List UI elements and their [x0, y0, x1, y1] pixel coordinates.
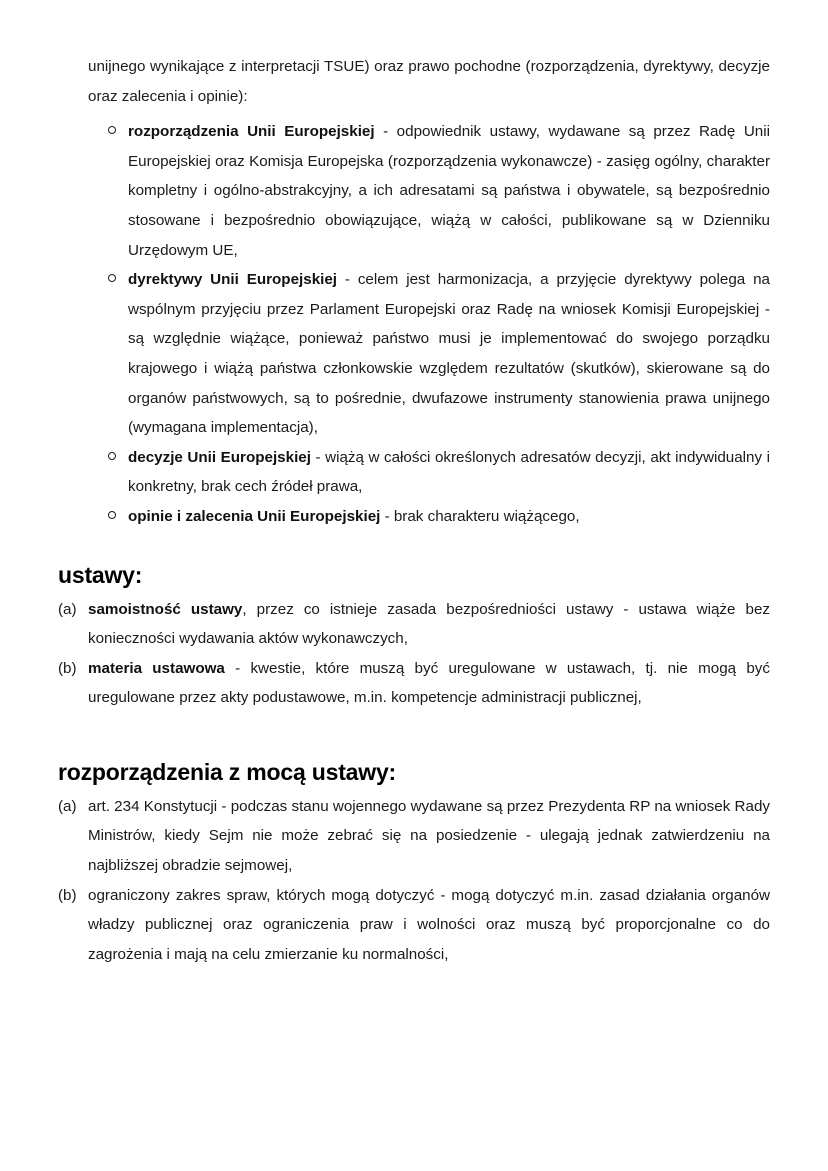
intro-paragraph: unijnego wynikające z interpretacji TSUE) oraz prawo pochodne (rozporządzenia, dyrektywy, decyzje oraz zalecenia i opinie):	[88, 58, 770, 105]
list-item-body: - kwestie, które muszą być uregulowane w ustawach, tj. nie mogą być uregulowane przez akty podustawowe, m.in. kompetencje administracji publicznej,	[88, 659, 770, 707]
list-marker: (a)	[58, 797, 77, 815]
list-item	[58, 792, 770, 881]
list-item-term: dyrektywy Unii Europejskiej	[128, 271, 338, 289]
list-marker: (b)	[58, 886, 77, 904]
list-item	[58, 595, 770, 654]
list-item	[58, 881, 770, 970]
list-item	[58, 117, 770, 265]
circle-bullet-icon	[108, 502, 122, 532]
list-item-body: - brak charakteru wiążącego,	[380, 507, 580, 525]
circle-bullet-icon	[108, 443, 122, 473]
list-item-term: opinie i zalecenia Unii Europejskiej	[128, 507, 381, 525]
spacer	[58, 713, 770, 743]
eu-acts-list	[58, 117, 770, 531]
list-marker: (a)	[58, 600, 77, 618]
list-item-body: art. 234 Konstytucji - podczas stanu wojennego wydawane są przez Prezydenta RP na wniosek Rady Ministrów, kiedy Sejm nie może zebrać się na posiedzenie - ulegają jednak zatwierdzeniu na najbliższej obradzie sejmowej,	[88, 797, 770, 875]
list-item-body: , przez co istnieje zasada bezpośredniości ustawy - ustawa wiąże bez konieczności wydawania aktów wykonawczych,	[88, 600, 771, 648]
list-item-term: materia ustawowa	[88, 659, 225, 677]
list-item-term: samoistność ustawy	[88, 600, 243, 618]
list-item-body: - celem jest harmonizacja, a przyjęcie dyrektywy polega na wspólnym przyjęciu przez Parlament Europejski oraz Radę na wniosek Komisji Europejskiej - są względnie wiążące, ponieważ państwo musi je implementować do swojego porządku krajowego i wiążą państwa członkowskie względem rezultatów (skutków), skierowane są do organów państwowych, są to pośrednie, dwufazowe instrumenty stanowienia prawa unijnego (wymagana implementacja),	[128, 271, 770, 437]
circle-bullet-icon	[108, 117, 122, 147]
rozporzadzenia-list	[58, 792, 770, 970]
ustawy-list	[58, 595, 770, 713]
section-heading-ustawy: ustawy:	[58, 561, 143, 588]
section-heading-rozporzadzenia: rozporządzenia z mocą ustawy:	[58, 758, 396, 785]
circle-bullet-icon	[108, 265, 122, 295]
spacer	[58, 532, 770, 562]
spacer	[58, 743, 770, 759]
list-item-term: decyzje Unii Europejskiej	[128, 448, 311, 466]
list-item-body: ograniczony zakres spraw, których mogą dotyczyć - mogą dotyczyć m.in. zasad działania organów władzy publicznej oraz ograniczenia praw i wolności oraz muszą być proporcjonalne co do zagrożenia i mają na celu zmierzanie ku normalności,	[88, 886, 770, 963]
list-item	[58, 265, 770, 443]
list-item-body: - wiążą w całości określonych adresatów decyzji, akt indywidualny i konkretny, brak cech źródeł prawa,	[128, 448, 770, 496]
list-item	[58, 443, 770, 502]
list-item-body: - odpowiednik ustawy, wydawane są przez Radę Unii Europejskiej oraz Komisja Europejska (rozporządzenia wykonawcze) - zasięg ogólny, charakter kompletny i ogólno-abstrakcyjny, a ich adresatami są państwa i obywatele, są bezpośrednio stosowane i bezpośrednio obowiązujące, wiążą w całości, publikowane są w Dzienniku Urzędowym UE,	[128, 123, 770, 259]
list-item	[58, 502, 770, 532]
list-item-term: rozporządzenia Unii Europejskiej	[128, 123, 375, 141]
list-item	[58, 654, 770, 713]
list-marker: (b)	[58, 659, 77, 677]
